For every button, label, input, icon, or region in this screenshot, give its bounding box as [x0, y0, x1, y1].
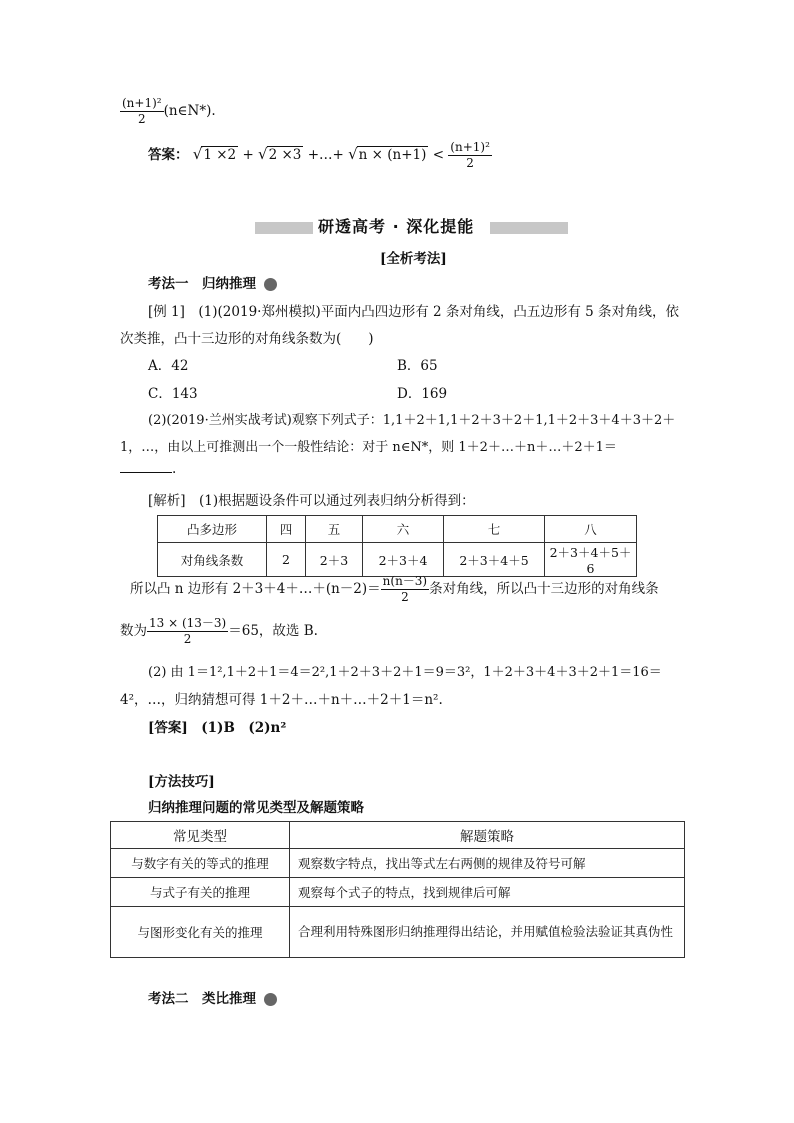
- analysis-line1: [解析] (1)根据题设条件可以通过列表归纳分析得到：: [148, 493, 475, 509]
- analysis-after-table: 所以凸 n 边形有 2＋3＋4＋…＋(n－2)＝ $\frac{n(n-3)}{2}$ 条对角线，所以凸十三边形的对角线条: [130, 574, 659, 604]
- method2-heading: 考法二 类比推理: [148, 987, 277, 1007]
- table-row: 凸多边形 四 五 六 七 八: [158, 516, 637, 543]
- option-b: B．65: [397, 358, 438, 374]
- table-row: 与式子有关的推理 观察每个式子的特点，找到规律后可解: [111, 878, 685, 907]
- table-row: 对角线条数 2 2＋3 2＋3＋4 2＋3＋4＋5 2＋3＋4＋5＋6: [158, 543, 637, 577]
- diagonal-table: [157, 515, 637, 577]
- bullet-dot-icon: [264, 993, 277, 1006]
- analysis-count: 数为 $\frac{13 \times (13-3)}{2}$ ＝65，故选 B.: [120, 616, 318, 646]
- example-line1: [例 1] (1)(2019·郑州模拟)平面内凸四边形有 2 条对角线，凸五边形有 5 条对角线，依: [148, 304, 680, 320]
- banner-bar-right: [490, 222, 568, 234]
- tips-table: [110, 821, 685, 958]
- subtitle: [全析考法]: [380, 251, 447, 267]
- analysis-part2-line1: (2) 由 1＝1²,1＋2＋1＝4＝2²,1＋2＋3＋2＋1＝9＝3²，1＋2＋3＋4＋3＋2＋1＝16＝: [148, 665, 662, 680]
- answer-line: 答案： √1 ×2 + √2 ×3 +…+ √n × (n+1) < $\frac{\text{(n+1)²}}{2}$: [148, 140, 490, 170]
- analysis-part2-line2: 4²，…，归纳猜想可得 1＋2＋…＋n＋…＋2＋1＝n².: [120, 692, 443, 708]
- example-part2-line1: (2)(2019·兰州实战考试)观察下列式子：1,1＋2＋1,1＋2＋3＋2＋1,1＋2＋3＋4＋3＋2＋: [148, 413, 676, 428]
- answer-blank: [120, 460, 172, 473]
- diagonal-fraction: $\frac{n(n-3)}{2}$: [382, 574, 428, 604]
- option-d: D．169: [397, 386, 448, 402]
- top-fraction: $\frac{\text{(n+1)²}}{2}$: [122, 96, 162, 126]
- count-fraction: $\frac{13 \times (13-3)}{2}$: [149, 616, 227, 646]
- example-line2: 次类推，凸十三边形的对角线条数为( ): [120, 331, 374, 347]
- tips-label: [方法技巧]: [148, 774, 215, 790]
- tips-heading: 归纳推理问题的常见类型及解题策略: [148, 800, 364, 816]
- method1-heading: 考法一 归纳推理: [148, 272, 277, 292]
- table-row: 与数字有关的等式的推理 观察数字特点，找出等式左右两侧的规律及符号可解: [111, 849, 685, 878]
- answer-fraction: $\frac{\text{(n+1)²}}{2}$: [450, 140, 490, 170]
- banner-title: 研透高考 · 深化提能: [318, 217, 475, 236]
- table-header-row: 常见类型 解题策略: [111, 822, 685, 849]
- answer-label: [答案] (1)B (2)n²: [148, 720, 287, 736]
- option-c: C．143: [148, 386, 198, 402]
- option-a: A．42: [148, 358, 189, 374]
- bullet-dot-icon: [264, 278, 277, 291]
- table-row: 与图形变化有关的推理 合理利用特殊图形归纳推理得出结论，并用赋值检验法验证其真伪性: [111, 907, 685, 958]
- banner-bar-left: [255, 222, 313, 234]
- example-part2-line2: 1，…，由以上可推测出一个一般性结论：对于 n∈N*，则 1＋2＋…＋n＋…＋2＋1＝: [120, 440, 617, 455]
- example-part2-line3: .: [120, 460, 176, 477]
- top-expression: $\frac{\text{(n+1)²}}{2}$ (n∈N*).: [122, 96, 216, 126]
